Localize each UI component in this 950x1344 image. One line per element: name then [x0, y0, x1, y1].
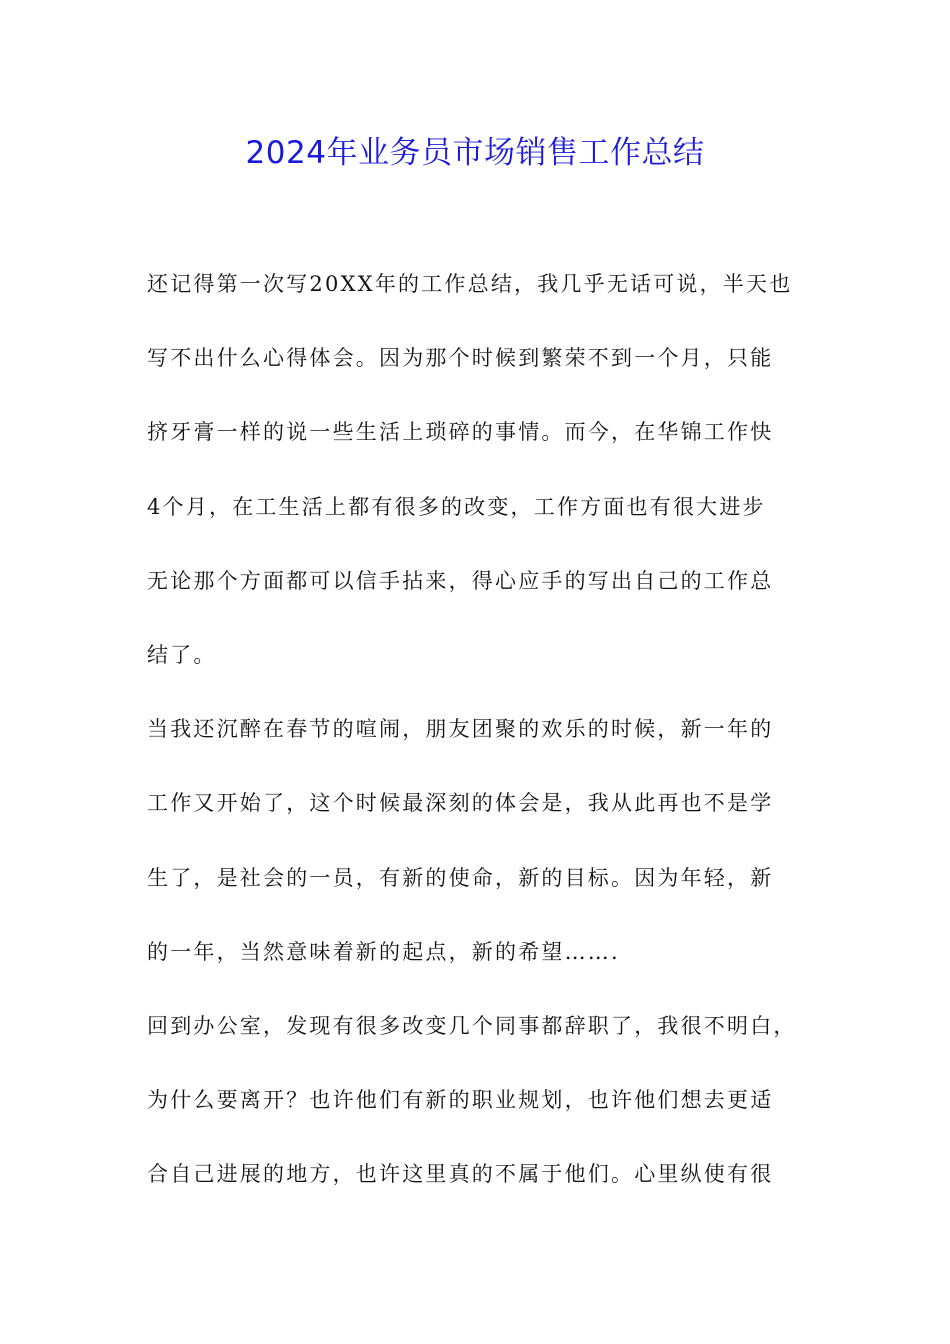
- text-line: 写不出什么心得体会。因为那个时候到繁荣不到一个月，只能: [147, 346, 774, 371]
- document-body: [147, 261, 807, 1225]
- text-line: 合自己进展的地方，也许这里真的不属于他们。心里纵使有很: [147, 1162, 774, 1187]
- text-line: 的一年，当然意味着新的起点，新的希望…….: [147, 939, 620, 964]
- text-line: 4个月，在工生活上都有很多的改变，工作方面也有很大进步: [147, 494, 766, 519]
- text-line: 当我还沉醉在春节的喧闹，朋友团聚的欢乐的时候，新一年的: [147, 717, 774, 742]
- text-line: 为什么要离开？也许他们有新的职业规划，也许他们想去更适: [147, 1088, 774, 1113]
- text-line: 无论那个方面都可以信手拈来，得心应手的写出自己的工作总: [147, 568, 774, 593]
- text-line: 工作又开始了，这个时候最深刻的体会是，我从此再也不是学: [147, 791, 774, 816]
- text-line: 回到办公室，发现有很多改变几个同事都辞职了，我很不明白，: [147, 1013, 797, 1038]
- text-line: 挤牙膏一样的说一些生活上琐碎的事情。而今，在华锦工作快: [147, 420, 774, 445]
- document-title: 2024年业务员市场销售工作总结: [245, 135, 705, 171]
- text-line: 还记得第一次写20XX年的工作总结，我几乎无话可说，半天也: [147, 272, 793, 296]
- text-line: 生了，是社会的一员，有新的使命，新的目标。因为年轻，新: [147, 865, 774, 890]
- text-line: 结了。: [147, 642, 217, 667]
